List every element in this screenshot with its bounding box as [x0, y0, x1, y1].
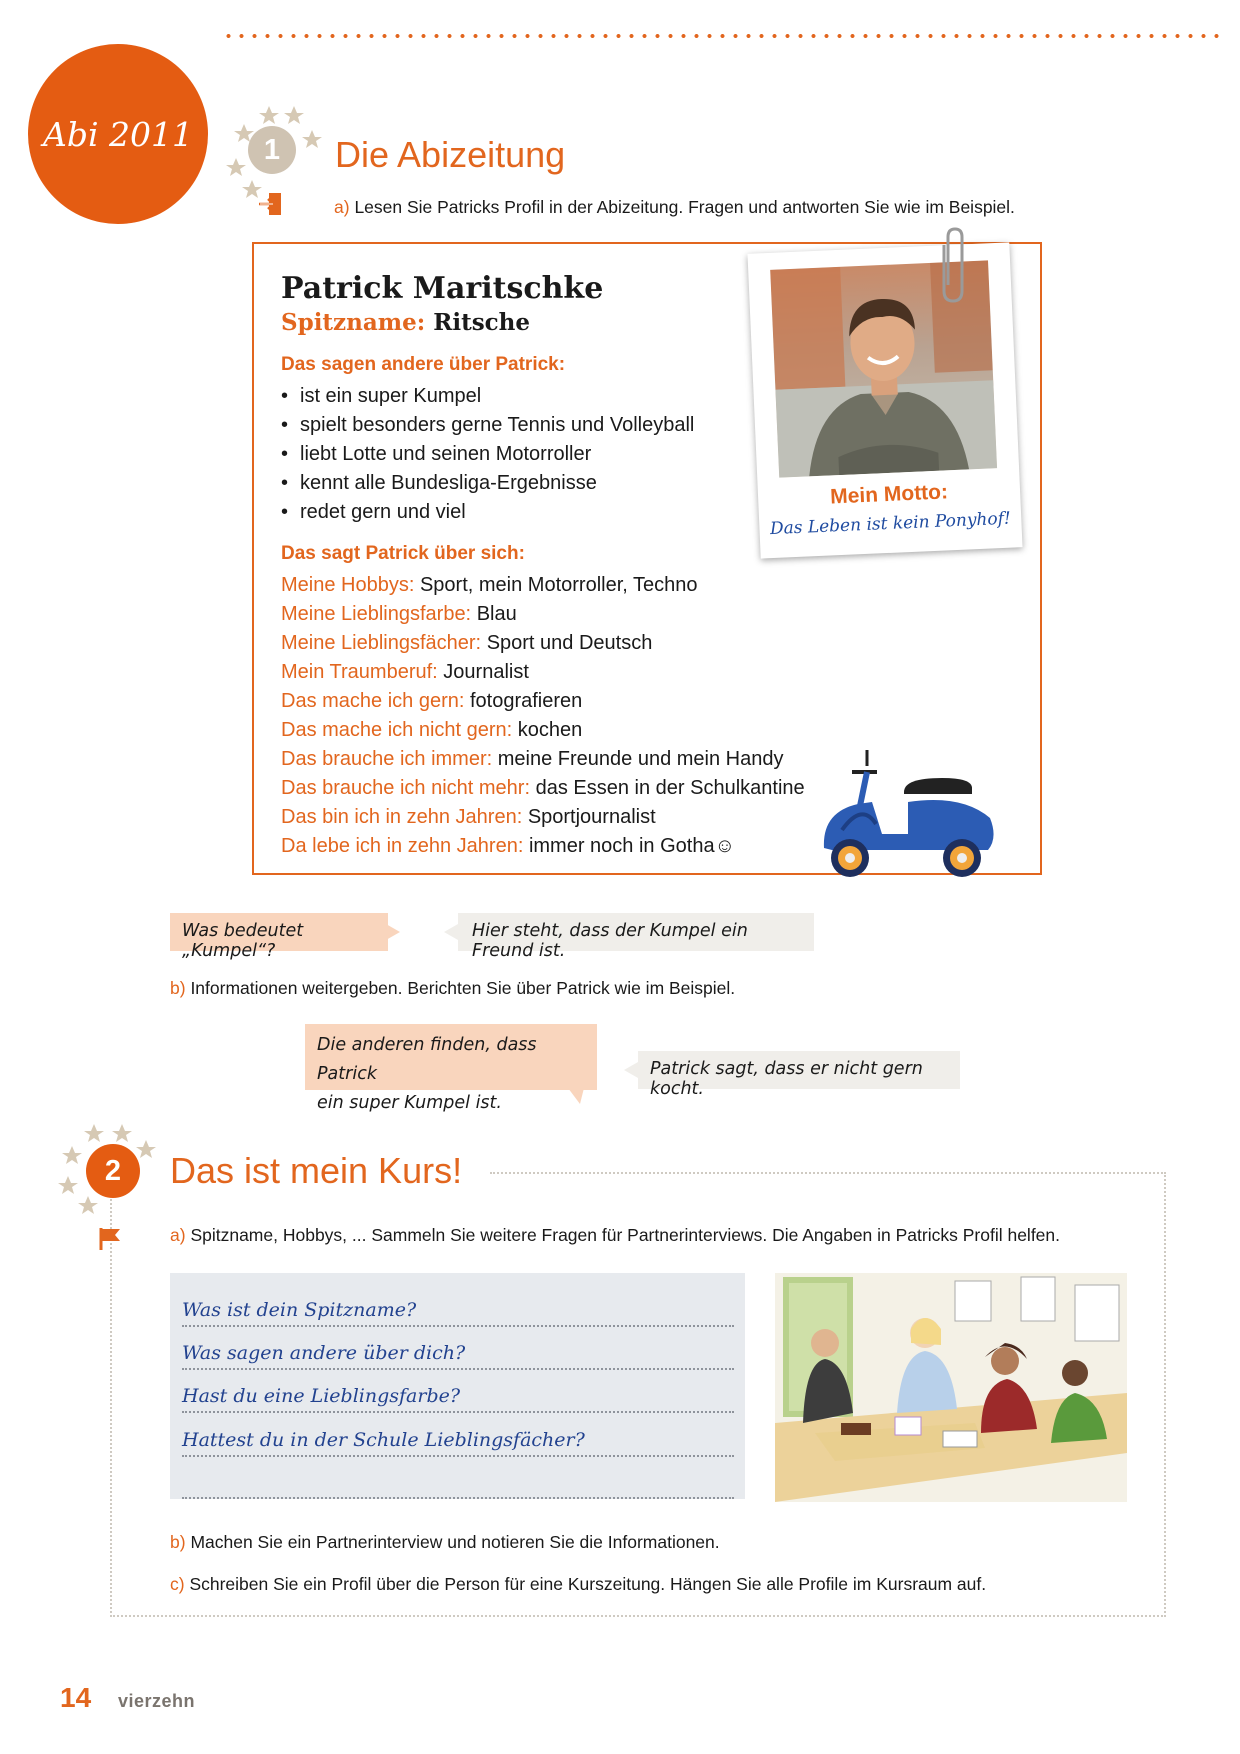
- list-item: Meine Lieblingsfarbe: Blau: [281, 603, 517, 625]
- profile-name: Patrick Maritschke: [281, 271, 604, 306]
- exercise-2-task-a: [170, 1225, 1060, 1246]
- nickname-label: Spitzname:: [281, 309, 426, 336]
- list-item: Das brauche ich nicht mehr: das Essen in der Schulkantine: [281, 777, 805, 799]
- others-list: [281, 382, 694, 527]
- bubble-tail: [624, 1060, 638, 1080]
- list-item: • spielt besonders gerne Tennis und Volleyball: [281, 411, 694, 440]
- exercise-2-number: 2: [86, 1144, 140, 1198]
- paperclip-icon: [938, 225, 968, 305]
- example-question-bubble: Was bedeutet „Kumpel“?: [170, 913, 388, 951]
- example-answer-bubble: Hier steht, dass der Kumpel ein Freund ist.: [458, 913, 814, 951]
- classroom-illustration: [775, 1273, 1127, 1502]
- motto-text: Das Leben ist kein Ponyhof!: [769, 508, 1012, 540]
- list-item: • redet gern und viel: [281, 498, 694, 527]
- question-line[interactable]: Hast du eine Lieblingsfarbe?: [182, 1379, 734, 1413]
- task-text: Spitzname, Hobbys, ... Sammeln Sie weitere Fragen für Partnerinterviews. Die Angaben in Patricks Profil helfen.: [190, 1225, 1061, 1245]
- task-text: Machen Sie ein Partnerinterview und notieren Sie die Informationen.: [190, 1532, 720, 1552]
- list-item: Da lebe ich in zehn Jahren: immer noch in Gotha☺: [281, 835, 735, 857]
- list-item: Meine Hobbys: Sport, mein Motorroller, Techno: [281, 574, 698, 596]
- questions-box: [170, 1273, 745, 1499]
- list-item: Das mache ich gern: fotografieren: [281, 690, 583, 712]
- bubble-tail: [566, 1088, 586, 1104]
- task-label: b): [170, 978, 186, 998]
- exercise-1-title: Die Abizeitung: [335, 134, 566, 175]
- nickname-value: Ritsche: [433, 309, 531, 336]
- question-line[interactable]: Was sagen andere über dich?: [182, 1336, 734, 1370]
- exercise-2-task-c: [170, 1574, 986, 1595]
- others-heading: Das sagen andere über Patrick:: [281, 354, 566, 375]
- list-item: Mein Traumberuf: Journalist: [281, 661, 529, 683]
- list-item: Meine Lieblingsfächer: Sport und Deutsch: [281, 632, 653, 654]
- task-label: a): [334, 197, 350, 217]
- task-text: Lesen Sie Patricks Profil in der Abizeitung. Fragen und antworten Sie wie im Beispiel.: [354, 197, 1015, 217]
- scooter-icon: [812, 742, 1002, 880]
- task-label: b): [170, 1532, 186, 1552]
- exercise-2-task-b: [170, 1532, 720, 1553]
- exercise-1-task-a: [334, 197, 1015, 218]
- report-answer-bubble: Patrick sagt, dass er nicht gern kocht.: [638, 1051, 960, 1089]
- bubble-tail: [386, 922, 400, 942]
- self-heading: Das sagt Patrick über sich:: [281, 543, 525, 564]
- exercise-1-task-b: [170, 978, 735, 999]
- list-item: Das bin ich in zehn Jahren: Sportjournalist: [281, 806, 656, 828]
- classroom-drawing: [775, 1273, 1127, 1502]
- profile-nickname: [281, 309, 530, 336]
- task-text: Schreiben Sie ein Profil über die Person für eine Kurszeitung. Hängen Sie alle Profile im Kursraum auf.: [189, 1574, 987, 1594]
- entry-arrow-icon: [258, 192, 282, 216]
- top-dotted-rule: [222, 34, 1227, 38]
- list-item: • kennt alle Bundesliga-Ergebnisse: [281, 469, 694, 498]
- exercise-1-number: 1: [248, 126, 296, 174]
- task-label: c): [170, 1574, 185, 1594]
- self-list: [281, 571, 805, 861]
- bubble-tail: [444, 922, 458, 942]
- list-item: • liebt Lotte und seinen Motorroller: [281, 440, 694, 469]
- profile-polaroid: [747, 242, 1022, 558]
- list-item: • ist ein super Kumpel: [281, 382, 694, 411]
- page-number: 14: [60, 1682, 92, 1713]
- abi-badge: [28, 44, 208, 224]
- question-line[interactable]: Was ist dein Spitzname?: [182, 1293, 734, 1327]
- report-bubble: Die anderen finden, dass Patrick ein super Kumpel ist.: [305, 1024, 597, 1090]
- task-label: a): [170, 1225, 186, 1245]
- task-text: Informationen weitergeben. Berichten Sie über Patrick wie im Beispiel.: [190, 978, 736, 998]
- list-item: Das mache ich nicht gern: kochen: [281, 719, 583, 741]
- question-line[interactable]: [182, 1465, 734, 1499]
- abi-badge-text: Abi 2011: [43, 114, 193, 154]
- page-number-word: vierzehn: [118, 1691, 196, 1711]
- question-line[interactable]: Hattest du in der Schule Lieblingsfächer?: [182, 1423, 734, 1457]
- exercise-2-title: Das ist mein Kurs!: [170, 1150, 463, 1191]
- motto-heading: Mein Motto:: [829, 480, 949, 509]
- list-item: Das brauche ich immer: meine Freunde und mein Handy: [281, 748, 784, 770]
- flag-icon: [98, 1226, 122, 1252]
